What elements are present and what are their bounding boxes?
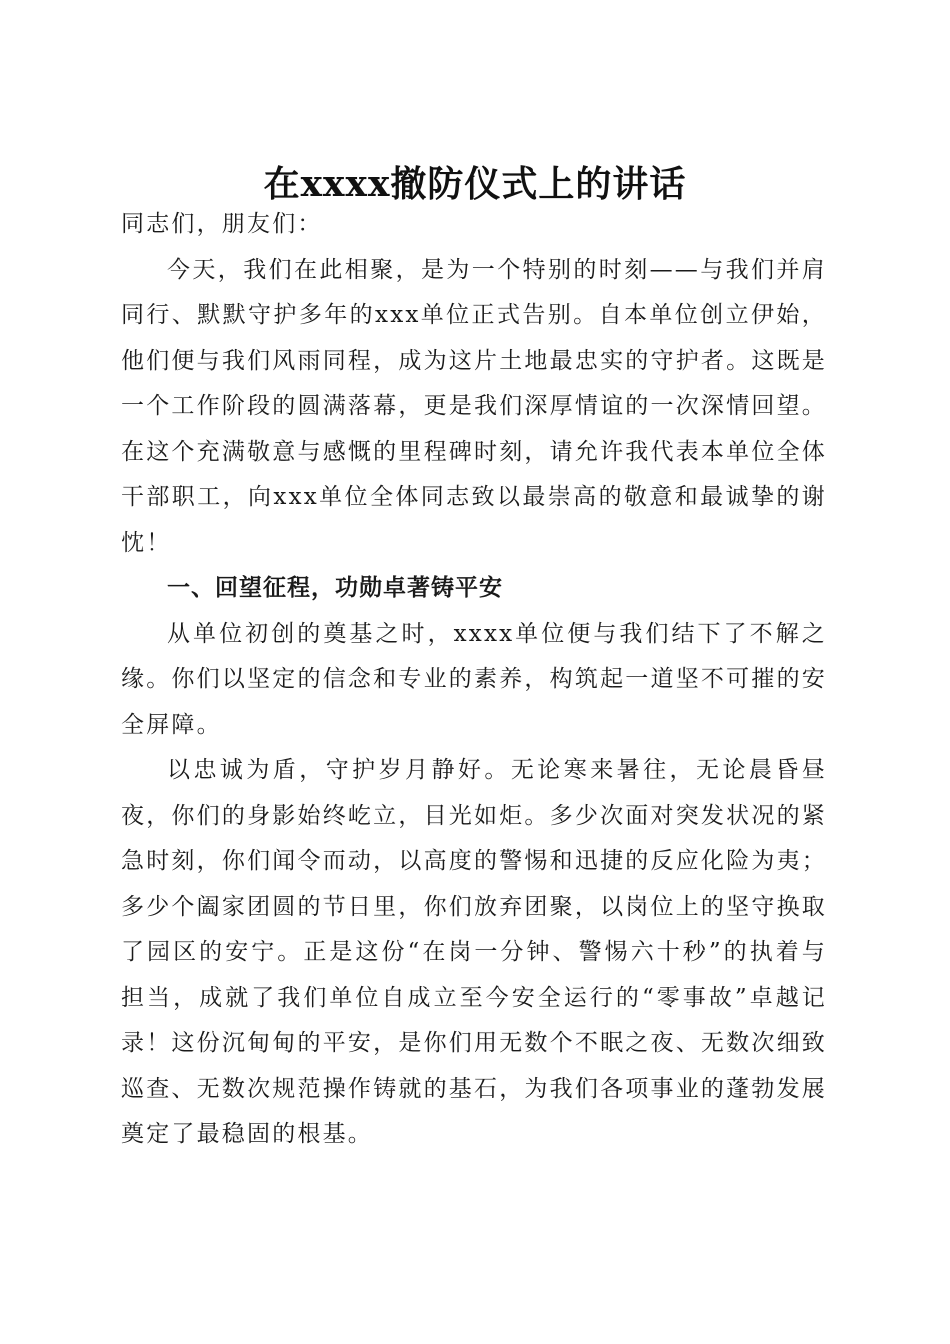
paragraph-section-1-1: 从单位初创的奠基之时，xxxx单位便与我们结下了不解之缘。你们以坚定的信念和专业的素养，构筑起一道坚不可摧的安全屏障。 [121,620,827,738]
salutation: 同志们，朋友们： [121,211,323,237]
paragraph-section-1-2: 以忠诚为盾，守护岁月静好。无论寒来暑往，无论晨昏昼夜，你们的身影始终屹立，目光如炬。多少次面对突发状况的紧急时刻，你们闻令而动，以高度的警惕和迅捷的反应化险为夷；多少个阖家团圆的节日里，你们放弃团聚，以岗位上的坚守换取了园区的安宁。正是这份“在岗一分钟、警惕六十秒”的执着与担当，成就了我们单位自成立至今安全运行的“零事故”卓越记录！这份沉甸甸的平安，是你们用无数个不眠之夜、无数次细致巡查、无数次规范操作铸就的基石，为我们各项事业的蓬勃发展奠定了最稳固的根基。 [121,757,827,1147]
section-heading: 一、回望征程，功勋卓著铸平安 [167,575,503,601]
document-title: 在xxxx撤防仪式上的讲话 [263,163,687,206]
paragraph-opening: 今天，我们在此相聚，是为一个特别的时刻——与我们并肩同行、默默守护多年的xxx单位正式告别。自本单位创立伊始，他们便与我们风雨同程，成为这片土地最忠实的守护者。这既是一个工作阶段的圆满落幕，更是我们深厚情谊的一次深情回望。在这个充满敬意与感慨的里程碑时刻，请允许我代表本单位全体干部职工，向xxx单位全体同志致以最崇高的敬意和最诚挚的谢忱！ [121,256,827,556]
document-body [121,202,827,1158]
